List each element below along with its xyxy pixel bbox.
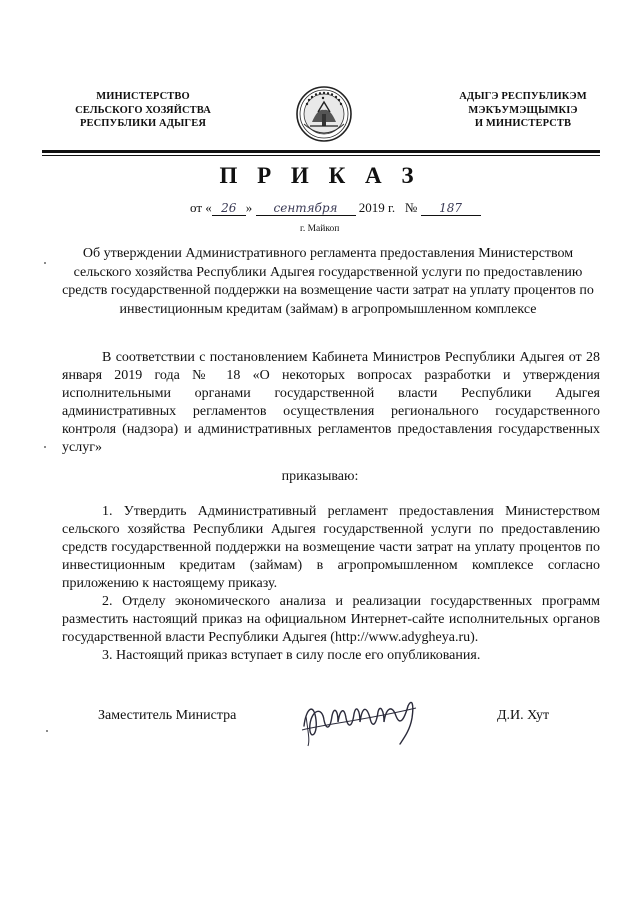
order-items [62, 503, 600, 665]
adygea-coat-of-arms-icon [292, 84, 356, 144]
order-word: приказываю: [281, 469, 359, 484]
city-label: г. Майкоп [300, 224, 340, 234]
header-rule-thick [42, 150, 600, 153]
date-day: 26 [212, 202, 246, 216]
ministry-name-line: АДЫГЭ РЕСПУБЛИКЭМ [459, 91, 587, 102]
scan-speck [44, 262, 46, 264]
number-prefix: № [404, 200, 418, 215]
ministry-name-line: СЕЛЬСКОГО ХОЗЯЙСТВА [75, 104, 211, 116]
order-number: 187 [421, 202, 481, 216]
order-item: 1. Утвердить Административный регламент предоставления Министерством сельского хозяйства Республики Адыгея государственной услуги по предоставлению средств государственной поддержки на возмещение части затрат на уплату процентов по инвестиционным кредитам (займам) в агропромышленном комплексе согласно приложению к настоящему приказу. [62, 504, 600, 591]
order-item: 3. Настоящий приказ вступает в силу после его опубликования. [102, 648, 481, 663]
signatory-name: Д.И. Хут [497, 708, 550, 723]
date-month: сентября [256, 202, 356, 216]
signatory-role: Заместитель Министра [98, 708, 237, 723]
preamble [62, 349, 600, 457]
scan-speck [44, 446, 46, 448]
order-item: 2. Отделу экономического анализа и реализации государственных программ разместить настоящий приказ на официальном Интернет-сайте исполнительных органов государственной власти Республики Адыгея (http://www.adygheya.ru). [62, 594, 600, 645]
handwritten-signature-icon [296, 690, 446, 748]
document-title: П Р И К А З [219, 163, 421, 188]
header-rule-thin [42, 155, 600, 156]
ministry-name-ady [444, 90, 602, 131]
date-day-close: » [245, 200, 253, 215]
ministry-name-line: МИНИСТЕРСТВО [96, 91, 190, 102]
ministry-name-line: РЕСПУБЛИКИ АДЫГЕЯ [79, 118, 207, 129]
order-date-line [190, 200, 481, 216]
date-prefix: от « [190, 200, 212, 215]
scan-speck [46, 730, 48, 732]
ministry-name-ru [62, 90, 224, 131]
ministry-name-line: И МИНИСТЕРСТВ [474, 118, 572, 129]
ministry-name-line: МЭКЪУМЭЩЫМКIЭ [468, 104, 578, 116]
order-subject: Об утверждении Административного регламента предоставления Министерством сельского хозяйства Республики Адыгея государственной услуги по предоставлению средств государственной поддержки на возмещение части затрат на уплату процентов по инвестиционным кредитам (займам) в агропромышленном комплексе [62, 246, 594, 317]
preamble-text: В соответствии с постановлением Кабинета Министров Республики Адыгея от 28 января 2019 года № 18 «О некоторых вопросах разработки и утверждения исполнительными органами государственной власти Республики Адыгея административных регламентов осуществления регионального государственного контроля (надзора) и административных регламентов предоставления государственных услуг» [62, 350, 600, 455]
date-year: 2019 г. [358, 200, 396, 215]
